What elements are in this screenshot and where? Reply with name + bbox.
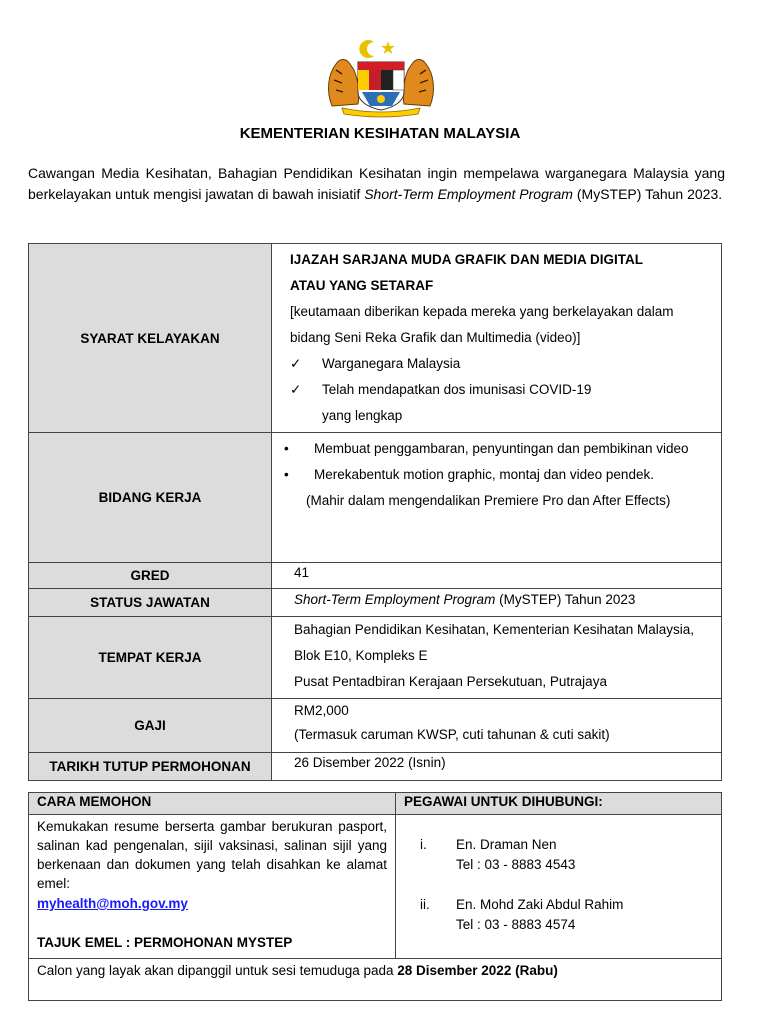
gaji-note: (Termasuk caruman KWSP, cuti tahunan & cuti sakit) — [294, 727, 610, 742]
check-text: Telah mendapatkan dos imunisasi COVID-19 — [322, 382, 592, 397]
apply-footer-row — [29, 959, 722, 1001]
contacts-cell — [396, 815, 722, 959]
contact-item — [420, 835, 713, 875]
intro-italic: Short-Term Employment Program — [364, 186, 573, 202]
contact-name: En. Mohd Zaki Abdul Rahim — [456, 897, 624, 912]
gred-value: 41 — [272, 563, 722, 589]
tempat-label: TEMPAT KERJA — [29, 617, 272, 699]
status-rest: (MySTEP) Tahun 2023 — [495, 592, 636, 607]
row-tarikh — [29, 753, 722, 781]
check-item — [290, 377, 717, 403]
intro-paragraph — [28, 163, 725, 205]
gaji-amount: RM2,000 — [294, 703, 349, 718]
bullet-item — [284, 436, 717, 462]
bullet-text: Merekabentuk motion graphic, montaj dan video pendek. — [314, 467, 654, 482]
cara-memohon-cell — [29, 815, 396, 959]
apply-header-row — [29, 793, 722, 815]
cara-memohon-header: CARA MEMOHON — [29, 793, 396, 815]
tempat-value — [272, 617, 722, 699]
gaji-label: GAJI — [29, 699, 272, 753]
bullet-item — [284, 462, 717, 488]
email-link[interactable]: myhealth@moh.gov.my — [37, 896, 188, 911]
interview-text: Calon yang layak akan dipanggil untuk sesi temuduga pada — [37, 963, 398, 978]
gred-label: GRED — [29, 563, 272, 589]
bullet-icon: • — [284, 467, 289, 482]
skill-note: (Mahir dalam mengendalikan Premiere Pro dan After Effects) — [306, 493, 671, 508]
contact-item — [420, 895, 713, 935]
job-details-table — [28, 243, 722, 781]
apply-instructions — [29, 815, 395, 954]
tarikh-label: TARIKH TUTUP PERMOHONAN — [29, 753, 272, 781]
contact-tel: Tel : 03 - 8883 4574 — [456, 917, 576, 932]
contact-name: En. Draman Nen — [456, 837, 557, 852]
contact-number: ii. — [420, 897, 430, 912]
status-value — [272, 589, 722, 617]
gaji-value — [272, 699, 722, 753]
row-gred — [29, 563, 722, 589]
tarikh-value: 26 Disember 2022 (Isnin) — [272, 753, 722, 781]
tempat-line-1: Bahagian Pendidikan Kesihatan, Kementerian Kesihatan Malaysia, Blok E10, Kompleks E — [294, 622, 695, 663]
row-syarat — [29, 244, 722, 433]
tempat-line-2: Pusat Pentadbiran Kerajaan Persekutuan, Putrajaya — [294, 674, 607, 689]
contact-tel: Tel : 03 - 8883 4543 — [456, 857, 576, 872]
check-mark-icon: ✓ — [290, 382, 302, 397]
syarat-value — [272, 244, 722, 433]
intro-text-2: (MySTEP) Tahun 2023. — [572, 186, 723, 202]
check-mark-icon: ✓ — [290, 356, 302, 371]
bidang-value — [272, 433, 722, 563]
row-tempat — [29, 617, 722, 699]
check-continuation: yang lengkap — [322, 408, 403, 423]
bidang-label: BIDANG KERJA — [29, 433, 272, 563]
row-status — [29, 589, 722, 617]
degree-line-2: ATAU YANG SETARAF — [290, 278, 434, 293]
interview-notice — [29, 959, 722, 1001]
apply-text: Kemukakan resume berserta gambar berukuran pasport, salinan kad pengenalan, sijil vaksinasi, salinan sijil yang berkenaan dan dokumen yang telah disahkan ke alamat emel: — [37, 819, 387, 891]
check-item — [290, 351, 717, 377]
syarat-label: SYARAT KELAYAKAN — [29, 244, 272, 433]
coat-of-arms-emblem — [322, 36, 440, 118]
degree-line-1: IJAZAH SARJANA MUDA GRAFIK DAN MEDIA DIGITAL — [290, 252, 643, 267]
row-gaji — [29, 699, 722, 753]
bullet-text: Membuat penggambaran, penyuntingan dan pembikinan video — [314, 441, 689, 456]
email-subject: TAJUK EMEL : PERMOHONAN MYSTEP — [37, 935, 293, 950]
ministry-title: KEMENTERIAN KESIHATAN MALAYSIA — [239, 125, 521, 142]
contact-list — [396, 815, 721, 939]
contact-number: i. — [420, 837, 427, 852]
check-text: Warganegara Malaysia — [322, 356, 461, 371]
bullet-icon: • — [284, 441, 289, 456]
apply-body-row — [29, 815, 722, 959]
priority-note: [keutamaan diberikan kepada mereka yang berkelayakan dalam bidang Seni Reka Grafik dan Multimedia (video)] — [290, 304, 674, 345]
pegawai-header: PEGAWAI UNTUK DIHUBUNGI: — [396, 793, 722, 815]
interview-date: 28 Disember 2022 (Rabu) — [397, 963, 558, 978]
intro-text-1: Cawangan Media Kesihatan, Bahagian Pendidikan Kesihatan ingin mempelawa warganegara Malaysia yang berkelayakan untuk mengisi jawatan di bawah inisiatif — [28, 165, 725, 202]
status-italic: Short-Term Employment Program — [294, 592, 496, 607]
status-label: STATUS JAWATAN — [29, 589, 272, 617]
row-bidang — [29, 433, 722, 563]
application-table — [28, 792, 722, 1001]
